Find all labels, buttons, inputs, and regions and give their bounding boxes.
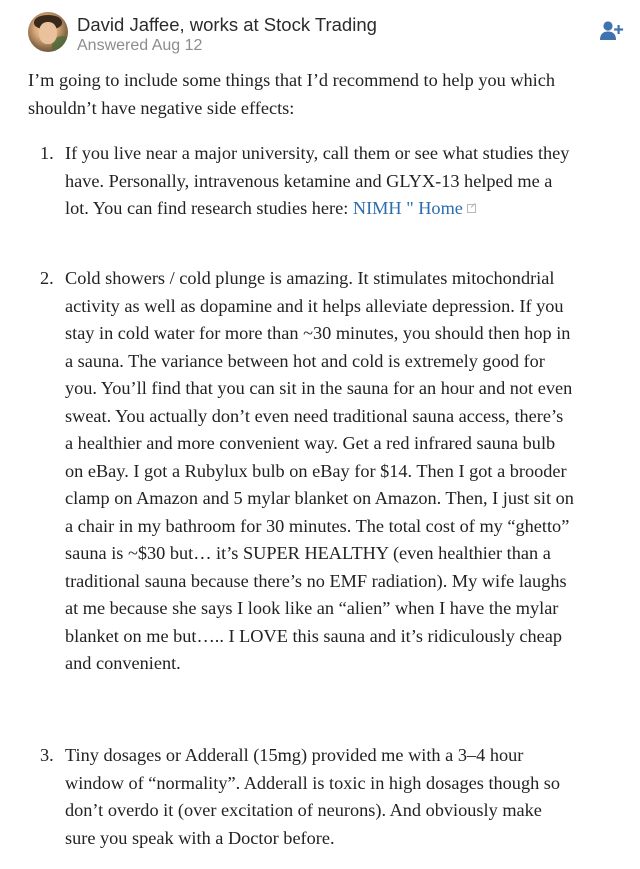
external-link-icon [467,202,478,213]
nimh-home-link[interactable] [353,198,478,218]
link-text[interactable]: NIMH " Home [352,198,463,218]
answered-date[interactable]: Answered Aug 12 [77,37,203,54]
author-avatar[interactable] [28,12,68,52]
answer-intro: I’m going to include some things that I’d recommend to help you which shouldn’t have negative side effects: [28,70,556,118]
list-number: 1. [40,143,54,163]
add-user-icon[interactable] [598,20,624,42]
list-number: 3. [40,745,54,765]
answer-header [0,0,640,64]
list-item [0,265,575,742]
list-item-text: If you live near a major university, call them or see what studies they have. Personally, intravenous ketamine and GLYX-13 helped me a lot. You can find research studies here: [65,143,570,218]
avatar-face [39,22,57,44]
list-item-text: Tiny dosages or Adderall (15mg) provided me with a 3–4 hour window of “normality”. Adderall is toxic in high dosages though so don’t overdo it (over excitation of neurons). And obviously make sure you speak with a Doctor before. [65,745,561,848]
author-credential[interactable]: David Jaffee, works at Stock Trading [77,14,377,35]
list-item [0,742,575,862]
list-number: 2. [40,268,54,288]
list-item [0,140,575,265]
answer-list [0,140,640,862]
list-item-text: Cold showers / cold plunge is amazing. It stimulates mitochondrial activity as well as dopamine and it helps alleviate depression. If you stay in cold water for more than ~30 minutes, you should then hop in a sauna. The variance between hot and cold is extremely good for you. You’ll find that you can sit in the sauna for an hour and not even sweat. You actually don’t even need traditional sauna access, there’s a healthier and more convenient way. Get a red infrared sauna bulb on eBay. I got a Rubylux bulb on eBay for $14. Then I got a brooder clamp on Amazon and 5 mylar blanket on Amazon. Then, I just sit on a chair in my bathroom for 30 minutes. The total cost of my “ghetto” sauna is ~$30 but… it’s SUPER HEALTHY (even healthier than a traditional sauna because there’s no EMF radiation). My wife laughs at me because she says I look like an “alien” when I have the mylar blanket on me but….. I LOVE this sauna and it’s ridiculously cheap and convenient. [65,268,574,673]
